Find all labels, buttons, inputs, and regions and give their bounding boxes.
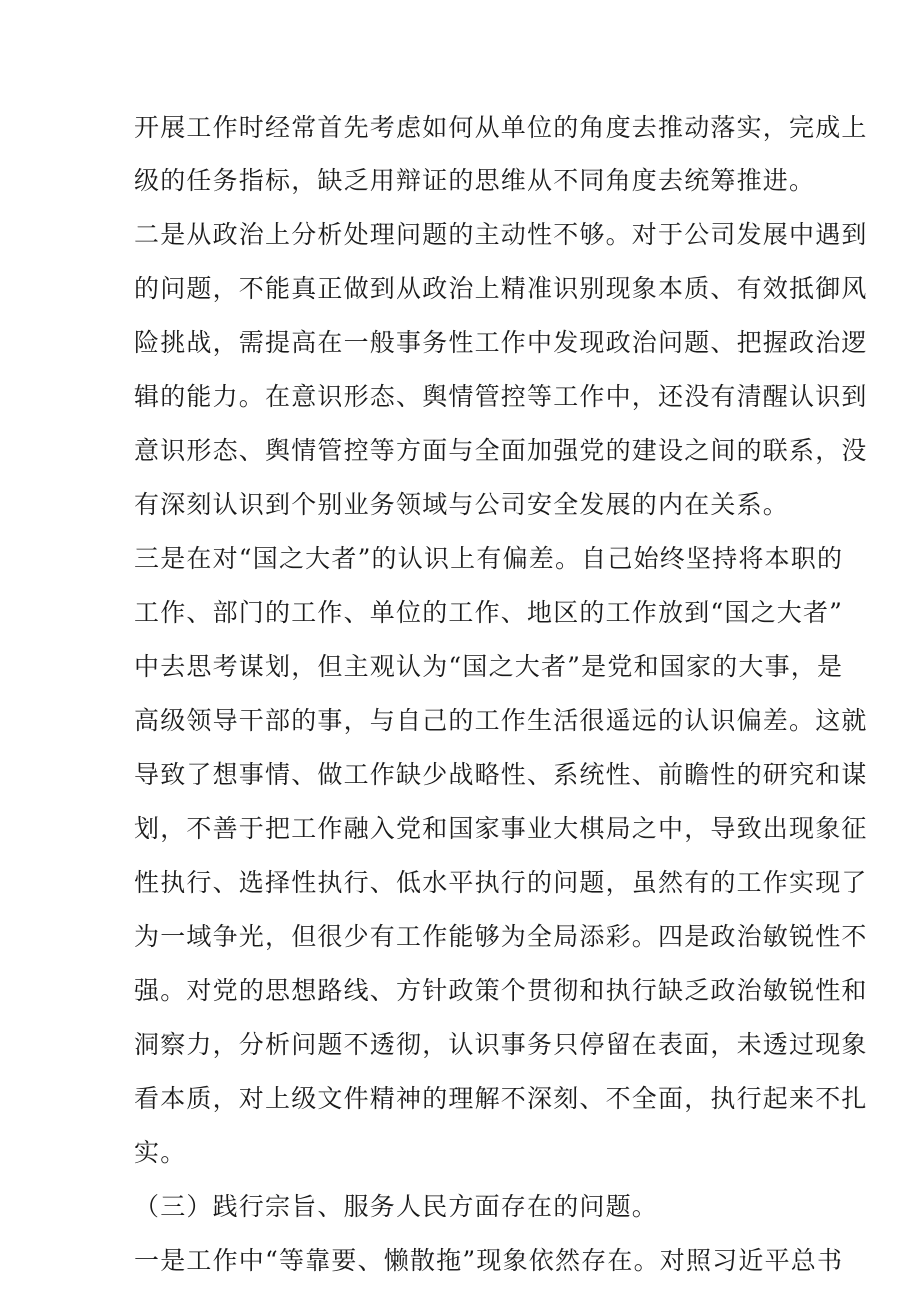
text-line: 辑的能力。在意识形态、舆情管控等工作中，还没有清醒认识到 [134,382,868,411]
text-line: 导致了想事情、做工作缺少战略性、系统性、前瞻性的研究和谋 [134,760,868,789]
text-line: 强。对党的思想路线、方针政策个贯彻和执行缺乏政治敏锐性和 [134,976,868,1005]
text-line: 实。 [134,1138,187,1167]
text-line: 性执行、选择性执行、低水平执行的问题，虽然有的工作实现了 [134,868,868,897]
text-line: 划，不善于把工作融入党和国家事业大棋局之中，导致出现象征 [134,814,868,843]
text-line: 险挑战，需提高在一般事务性工作中发现政治问题、把握政治逻 [134,328,868,357]
text-line: 中去思考谋划，但主观认为“国之大者”是党和国家的大事，是 [134,652,844,681]
text-line: 开展工作时经常首先考虑如何从单位的角度去推动落实，完成上 [134,113,868,142]
text-line: 工作、部门的工作、单位的工作、地区的工作放到“国之大者” [134,598,844,627]
text-line: 意识形态、舆情管控等方面与全面加强党的建设之间的联系，没 [134,436,868,465]
text-line: 高级领导干部的事，与自己的工作生活很遥远的认识偏差。这就 [134,706,868,735]
text-line: 有深刻认识到个别业务领域与公司安全发展的内在关系。 [134,490,790,519]
text-line: 为一域争光，但很少有工作能够为全局添彩。四是政治敏锐性不 [134,922,868,951]
text-line: 级的任务指标，缺乏用辩证的思维从不同角度去统筹推进。 [134,166,816,195]
text-line: 看本质，对上级文件精神的理解不深刻、不全面，执行起来不扎 [134,1084,868,1113]
text-line: 二是从政治上分析处理问题的主动性不够。对于公司发展中遇到 [134,220,868,249]
text-line: 三是在对“国之大者”的认识上有偏差。自己始终坚持将本职的 [134,544,844,573]
text-line: 的问题，不能真正做到从政治上精准识别现象本质、有效抵御风 [134,274,868,303]
text-line: 洞察力，分析问题不透彻，认识事务只停留在表面，未透过现象 [134,1030,868,1059]
text-line: 一是工作中“等靠要、懒散拖”现象依然存在。对照习近平总书 [134,1246,844,1275]
section-heading: （三）践行宗旨、服务人民方面存在的问题。 [134,1192,659,1221]
